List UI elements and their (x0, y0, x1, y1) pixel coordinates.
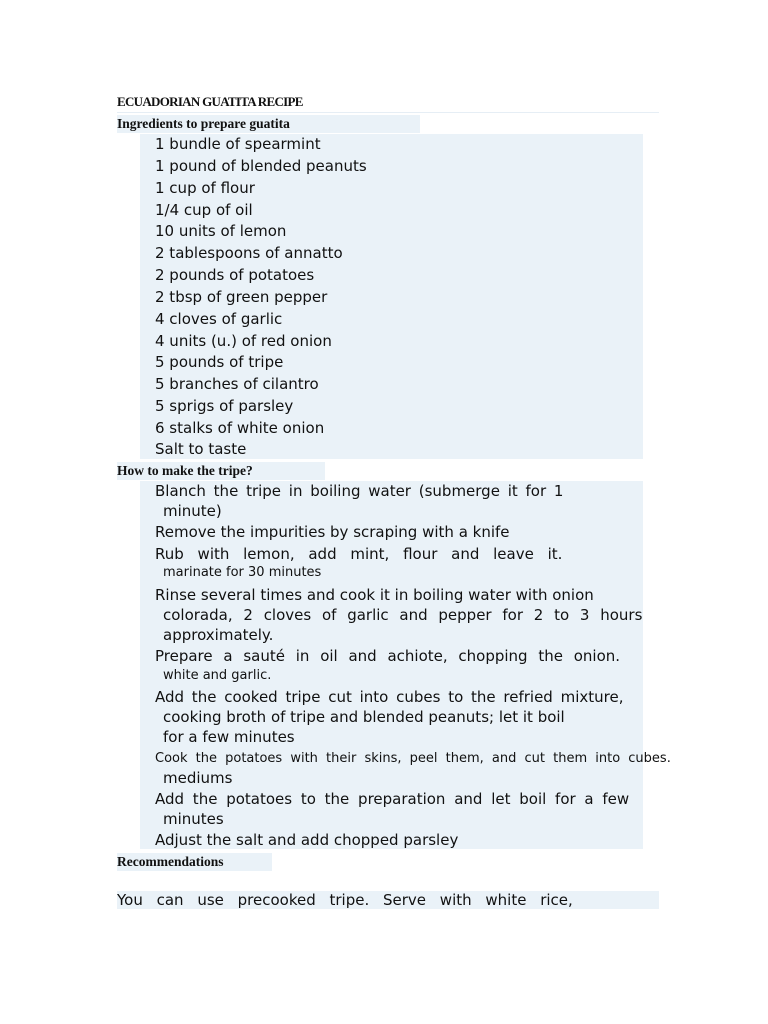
step-item: Rub with lemon, add mint, flour and leave it. (155, 545, 563, 563)
recommendations-text: You can use precooked tripe. Serve with white rice, (117, 891, 659, 909)
step-continuation: marinate for 30 minutes (163, 565, 322, 580)
step-item: Remove the impurities by scraping with a knife (155, 523, 510, 541)
ingredient-item: 5 branches of cilantro (155, 375, 319, 393)
step-continuation: for a few minutes (163, 728, 295, 746)
steps-heading: How to make the tripe? (117, 462, 325, 480)
step-continuation: minutes (163, 810, 224, 828)
step-continuation: minute) (163, 502, 222, 520)
ingredient-item: 2 pounds of potatoes (155, 266, 315, 284)
ingredient-item: 1/4 cup of oil (155, 201, 253, 219)
step-continuation: colorada, 2 cloves of garlic and pepper for 2 to 3 hours (163, 606, 643, 624)
ingredient-item: 6 stalks of white onion (155, 419, 325, 437)
step-continuation: white and garlic. (163, 668, 272, 683)
ingredient-item: 2 tbsp of green pepper (155, 288, 328, 306)
step-item: Add the potatoes to the preparation and let boil for a few (155, 790, 630, 808)
step-item: Prepare a sauté in oil and achiote, chopping the onion. (155, 647, 621, 665)
recommendations-heading: Recommendations (117, 853, 272, 871)
step-continuation: approximately. (163, 626, 274, 644)
step-item: Add the cooked tripe cut into cubes to the refried mixture, (155, 688, 624, 706)
step-item: Blanch the tripe in boiling water (submerge it for 1 (155, 482, 564, 500)
ingredient-item: 1 pound of blended peanuts (155, 157, 367, 175)
ingredient-item: 1 cup of flour (155, 179, 255, 197)
step-item: Adjust the salt and add chopped parsley (155, 831, 459, 849)
ingredient-item: 10 units of lemon (155, 222, 287, 240)
ingredient-item: 1 bundle of spearmint (155, 135, 321, 153)
step-continuation: mediums (163, 769, 233, 787)
step-item: Rinse several times and cook it in boiling water with onion (155, 586, 594, 604)
ingredient-item: 4 cloves of garlic (155, 310, 283, 328)
ingredient-item: 5 sprigs of parsley (155, 397, 294, 415)
ingredients-heading: Ingredients to prepare guatita (117, 115, 420, 133)
step-item: Cook the potatoes with their skins, peel them, and cut them into cubes. (155, 751, 671, 766)
page-title: ECUADORIAN GUATITA RECIPE (117, 94, 659, 113)
ingredient-item: 5 pounds of tripe (155, 353, 284, 371)
ingredient-item: Salt to taste (155, 440, 247, 458)
step-continuation: cooking broth of tripe and blended peanuts; let it boil (163, 708, 565, 726)
ingredient-item: 4 units (u.) of red onion (155, 332, 332, 350)
ingredient-item: 2 tablespoons of annatto (155, 244, 343, 262)
